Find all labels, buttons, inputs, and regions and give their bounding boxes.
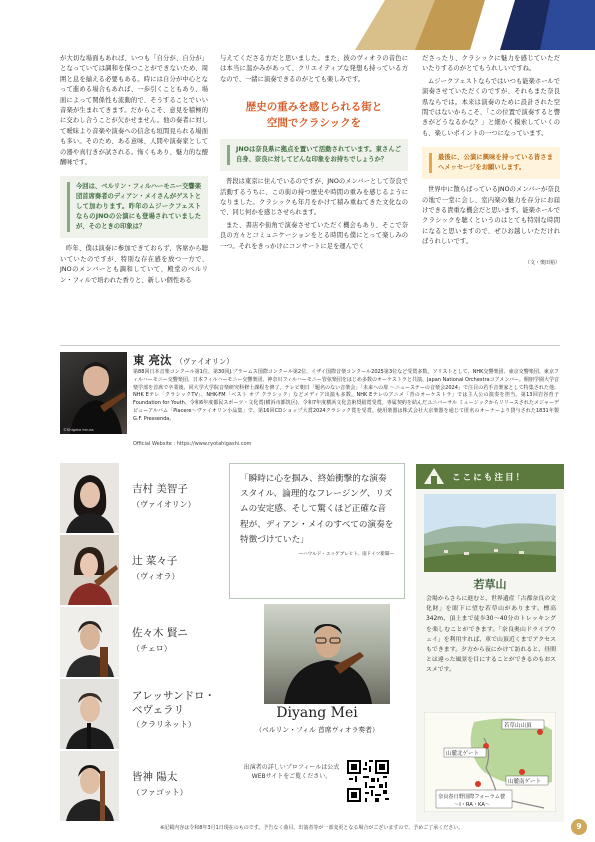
member-name: 皆神 陽太 [132,771,178,783]
member-profile [60,607,220,679]
header-decoration [345,0,595,50]
member-instrument: （ヴァイオリン） [132,500,196,509]
map-label-forum-sub: ～I・RA・KA～ [454,802,491,808]
main-artist-photo [60,352,127,434]
article-column-3 [422,54,560,268]
member-name: アレッサンドロ・ベヴェラリ [132,690,215,716]
article-paragraph: ださったり、クラシックに魅力を感じていただいたりするのがとてもうれしいですね。 [422,55,560,73]
section-title-line: 空間でクラシックを [266,117,362,130]
interview-question [220,139,408,171]
member-instrument: （クラリネット） [132,720,196,729]
article-credit: （文・奥田裕） [524,259,560,266]
section-divider [60,345,560,346]
member-profile [60,463,220,535]
footnote: ※記載内容は令和8年3月1日現在のものです。予告なく曲目、出演者等が一部変更となる場合がございますので、予めご了承ください。 [160,825,464,831]
wakakusa-photo [424,494,556,572]
question-text: 今回は、ベルリン・フィルハーモニー交響楽団首席奏者のディアン・メイさんがゲストとして加わります。昨年のムジークフェストならのJNOの公演にも登場されていましたが、そのときの印象は？ [67,182,201,232]
article-paragraph: また、書店や街角で演奏させていただく機会もあり、そこで奈良の方々とコミュニケーションをとる時間も僕にとって楽しみの一つ。それをきっかけにコンサートに足を運んでく [220,221,408,250]
map-label-forum: 奈良春日野国際フォーラム甍 [438,794,506,800]
qr-code[interactable] [345,758,391,804]
member-name: 吉村 美智子 [132,483,188,495]
guest-name: Diyang Mei [276,705,358,721]
member-instrument: （ファゴット） [132,788,188,797]
official-website-link[interactable]: Official Website : https://www.ryotahigashi.com [133,441,252,447]
place-title: 若草山 [473,578,507,591]
member-profile [60,751,220,823]
member-photo [60,679,119,749]
website-note: 出演者の詳しいプロフィールは公式WEBサイトをご覧ください。 [243,764,340,780]
article-column-2 [220,54,408,254]
map-label-wakakusa: 若草山山頂 [504,723,532,729]
place-description: 会場からさらに進むと、世界遺産「古都奈良の文化財」を眼下に望む若草山があります。標高342m、頂上まで徒歩30～40分のトレッキングを楽しむことができます。「奈良奥山ドライブウェイ」を利用すれば、車で山頂近くまでアクセスもできます。夕方から夜にかけて訪れると、昼間とは違った風景を目にすることができるのもおススメです。 [426,596,556,674]
question-text: 最後に、公演に興味を持っている皆さまへメッセージをお願いします。 [429,153,553,173]
article-column-1 [60,54,208,288]
photo-credit: ©Shigeto Imura [63,427,94,432]
article-paragraph: 昨年、僕は演奏に参加できておらず、客席から聴いていたのですが、特別な存在感を放つ一方で、JNOのメンバーとも調和していて、殿堂のベルリン・フィルで培われた香りと、新しい個性ある [60,245,208,284]
article-paragraph: 世界中に散らばっているJNOのメンバーが奈良の地で一堂に会し、室内楽の魅力を存分にお届けできる貴重な機会だと思います。能楽ホールでクラシックを聴くというのはとても特別な時間になると思いますので、ぜひお越しいただければうれしいです。 [422,186,560,246]
main-artist-bio: 第88回日本音楽コンクール第1位、第30回J.ブラームス国際コンクール第2位、イザイ国際音楽コンクール2025第3位など受賞多数。ソリストとして、NHK交響楽団、東京交響楽団、東京フィルハーモニー交響楽団、日本フィルハーモニー交響楽団、神奈川フィルハーモニー管弦楽団をはじめ多数のオーケストラと共演。Japan National Orchestraコアメンバー。桐朋学園大学音楽学部を首席で卒業後、同大学大学院音楽研究科修士課程を修了。テレビ朝日「題名のない音楽会」「未来への扉 ～ニューステーの音楽会2024」で注目の若手音楽家として特集された他、NHK Eテレ「クラシックTV」、NHK-FM「ベスト オブ クラシック」などメディア出演も多数。NHK Eテレのアニメ「青のオーケストラ」では主人公の演奏を担当。第13回岩谷育子 Foundation for Youth、令和6年度都民スポーツ・文化賞(横浜市都筑区)、令和7年度横浜文化芸術奨励賞受賞。専属契約を結んだユニバーサル ミュージックからリリースされたメジャーデビューアルバム「Piacere～ヴァイオリン小品集」で、第16回CDショップ大賞2024クラシック賞を受賞。使用楽器は株式会社大京楽器を通じて匿名のオーナーより貸与された1831年製 G.F. Pressenda。 [133,369,559,422]
member-photo [60,463,119,533]
page-number: 9 [571,819,587,835]
section-title-line: 歴史の重みを感じられる街と [245,101,383,114]
attention-panel [416,464,564,822]
member-photo [60,535,119,605]
member-profile [60,535,220,607]
member-instrument: （チェロ） [132,644,172,653]
artist-role: （ヴァイオリン） [175,357,234,366]
interview-question [422,147,560,179]
guest-role: （ベルリン・フィル 首席ヴィオラ奏者） [255,726,379,734]
section-title [220,99,408,131]
guest-photo [264,604,390,704]
attention-header [416,464,564,489]
main-artist-name [133,352,234,368]
member-instrument: （ヴィオラ） [132,572,180,581]
member-photo [60,607,119,677]
interview-question [60,176,208,238]
member-profile [60,679,220,751]
article-paragraph: が大切な場面もあれば、いつも「自分が、自分が」となっていては調和を保つことができないため、周囲と息を揃える必要もある。時には自分が中心となって進める場合もあれば、一歩引くこともあり、場面によって関係性も流動的で、そうすることでいい音楽が生まれてきます。だからこそ、意見を積極的に交わし合うことが欠かせません。他の奏者に対して曖昧より音楽や演奏への信念も垣間見られる場面も多い。そのため、ある意味、人間や演奏家としての器や真行きが試される。怖くもあり、魅力的な醍醐味です。 [60,55,208,167]
quote-text: 「瞬時に心を掴み、終始衝撃的な演奏スタイル、論理的なフレージング、リズムの安定感、そして驚くほど正確な音程が、ディアン・メイのすべての演奏を特徴づけていた」 [240,474,394,545]
quote-source: ―ハウルド・エッゲブレヒト、南ドイツ新聞― [298,552,394,558]
map-label-south-gate: 山麓南ゲート [508,779,542,785]
attention-title: ここにも注目！ [452,473,527,483]
article-paragraph: 与えてくださる方だと思いました。また、彼のヴィオラの音色には本当に温かみがあって、クリエイティブな発想も持っている方なので、一緒に演奏できるのがとても楽しみです。 [220,55,408,83]
artist-name-text: 東 亮汰 [133,353,172,367]
article-paragraph: ムジークフェストならではいつも能楽ホールで演奏させていただくのですが、それもまた奈良県ならでは。本来は演奏のために設計された空間ではないからこそ、「この位置で演奏すると響きがどうなるかな？」と細かく模索していくのも、楽しいポイントの一つになっています。 [422,77,560,137]
map-label-north-gate: 山麓北ゲート [446,751,480,757]
member-name: 佐々木 賢ニ [132,627,188,639]
question-text: JNOは奈良県に拠点を置いて活動されています。東さんご自身、奈良に対してどんな印象をお持ちでしょうか？ [227,145,401,165]
member-photo [60,751,119,821]
article-paragraph: 普段は東京に住んでいるのですが、JNOのメンバーとして奈良で活動するうちに、この街の持つ歴史や時間の重みを感じるようになりました。クラシックも年月をかけて積み重ねてきた文化なので、同じ何かを感じさせられます。 [220,178,408,217]
area-map [424,712,556,812]
member-name: 辻 菜々子 [132,555,178,567]
quote-box [229,463,405,599]
